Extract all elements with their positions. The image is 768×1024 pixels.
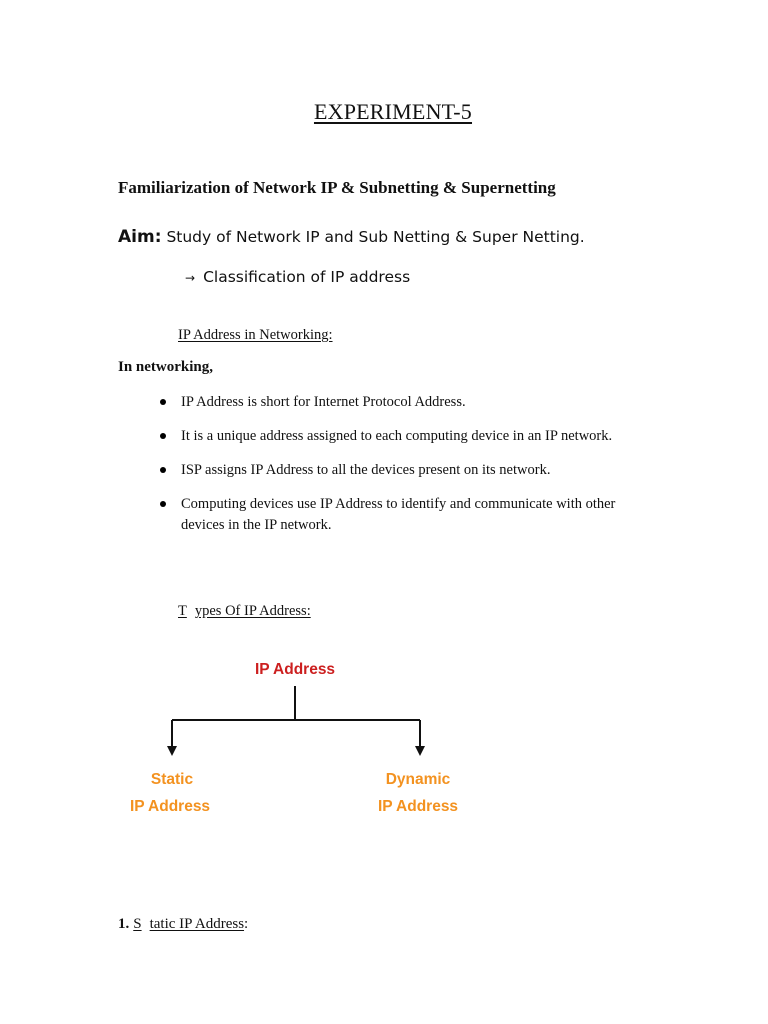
diagram-static-label: Static bbox=[150, 771, 194, 788]
diagram-dynamic-sublabel: IP Address bbox=[377, 798, 459, 815]
experiment-subtitle: Familiarization of Network IP & Subnetting & Supernetting bbox=[118, 178, 556, 197]
aim-line bbox=[118, 227, 585, 247]
classification-text: Classification of IP address bbox=[203, 268, 411, 286]
static-heading-rest: tatic IP Address bbox=[149, 916, 245, 932]
list-item: It is a unique address assigned to each computing device in an IP network. bbox=[181, 426, 631, 447]
diagram-dynamic-label: Dynamic bbox=[385, 771, 451, 788]
section-number: 1. bbox=[118, 916, 130, 932]
ip-bullet-list bbox=[181, 392, 631, 549]
classification-line bbox=[185, 268, 410, 286]
diagram-root-label: IP Address bbox=[254, 661, 336, 678]
diagram-static-sublabel: IP Address bbox=[129, 798, 211, 815]
static-heading-colon: : bbox=[244, 916, 249, 932]
aim-text: Study of Network IP and Sub Netting & Super Netting. bbox=[166, 228, 585, 246]
networking-intro: In networking, bbox=[118, 359, 214, 375]
ip-types-heading-rest: ypes Of IP Address: bbox=[194, 603, 311, 619]
page-title: EXPERIMENT-5 bbox=[313, 99, 473, 124]
list-item: ISP assigns IP Address to all the devices present on its network. bbox=[181, 460, 631, 481]
diagram-right-arrowhead-icon bbox=[415, 746, 425, 756]
ip-types-heading bbox=[178, 603, 311, 620]
diagram-left-arrowhead-icon bbox=[167, 746, 177, 756]
aim-label: Aim: bbox=[118, 227, 162, 247]
ip-networking-heading: IP Address in Networking: bbox=[178, 327, 333, 343]
static-heading-initial: S bbox=[133, 916, 142, 932]
list-item: IP Address is short for Internet Protocol Address. bbox=[181, 392, 631, 413]
right-arrow-icon: → bbox=[185, 271, 196, 285]
static-ip-heading bbox=[118, 916, 248, 933]
ip-types-heading-initial: T bbox=[178, 603, 187, 619]
list-item: Computing devices use IP Address to identify and communicate with other devices in the IP network. bbox=[181, 494, 631, 536]
ip-types-diagram bbox=[110, 648, 510, 828]
